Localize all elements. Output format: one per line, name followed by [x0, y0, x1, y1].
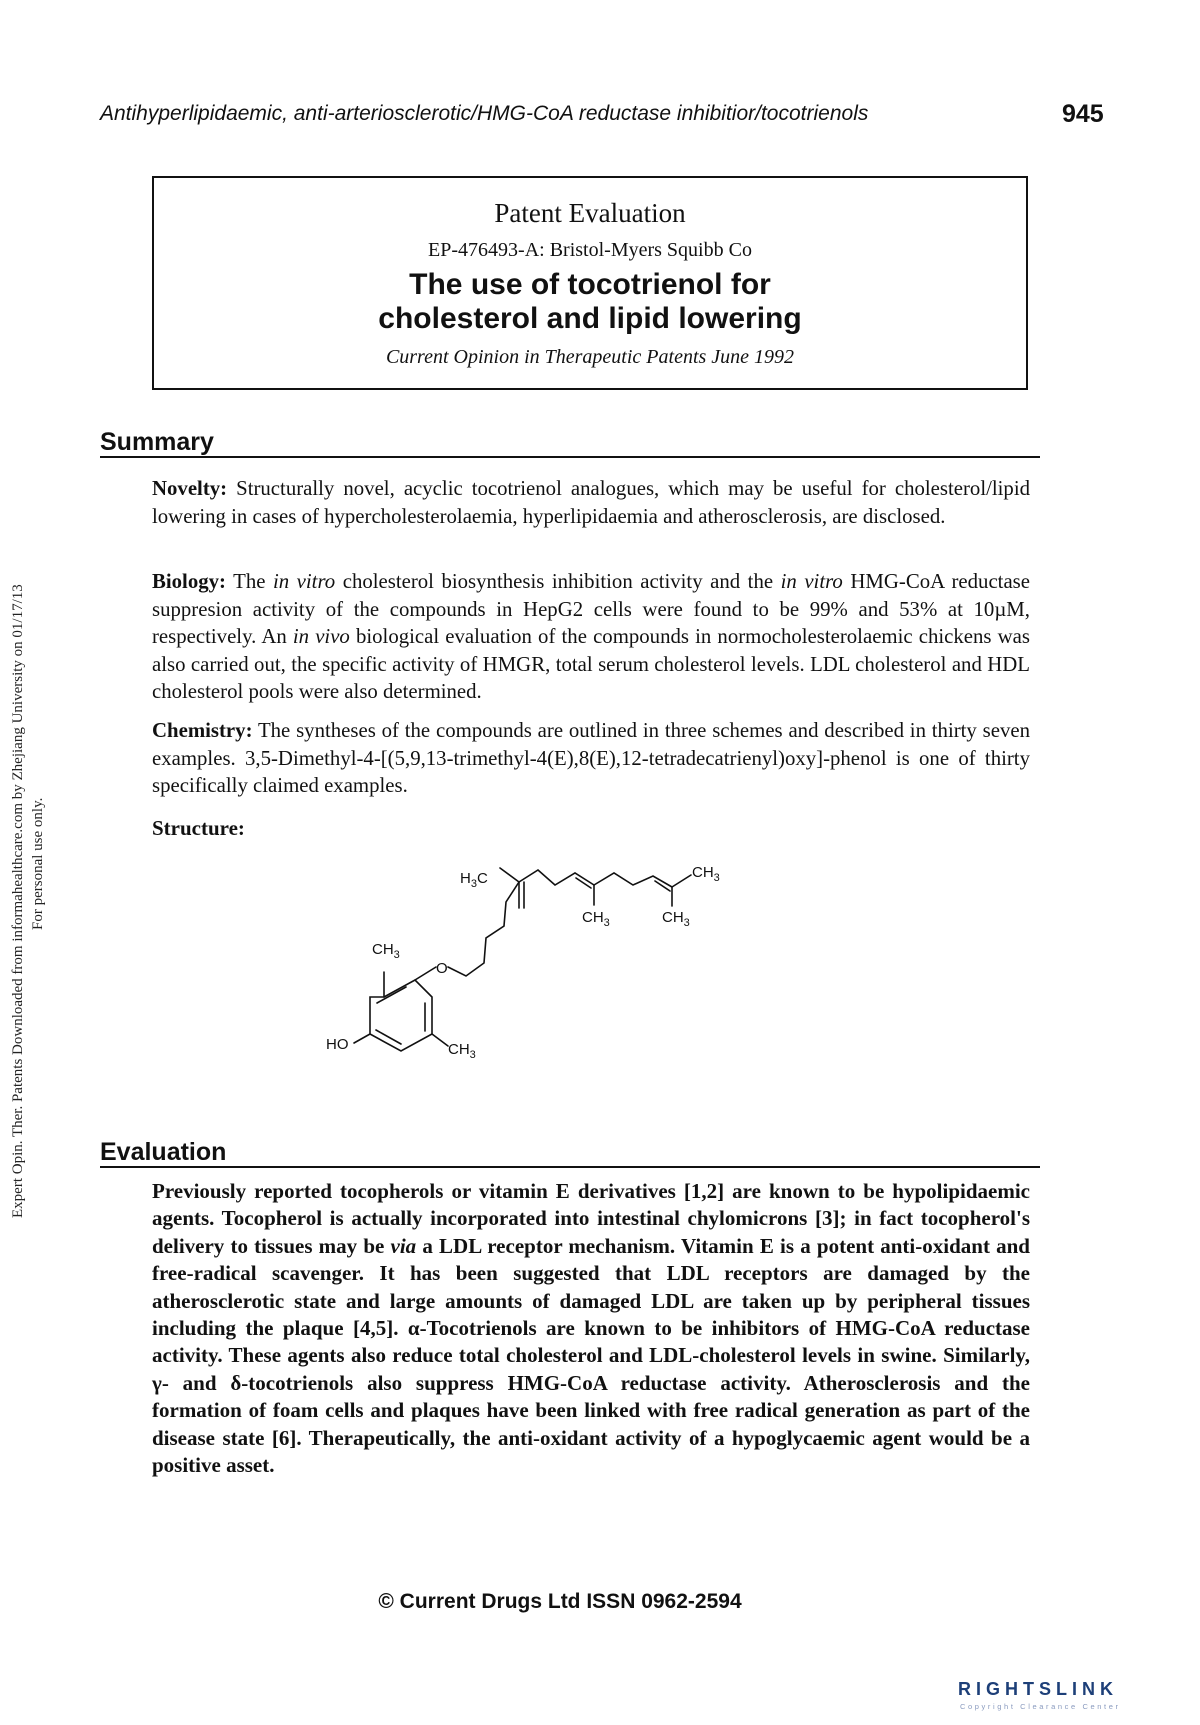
- methyl-bond-1: [500, 868, 519, 882]
- tocotrienyl-chain-lower: [448, 882, 519, 976]
- ring-double-bond-3: [376, 1030, 401, 1044]
- download-notice-line1: Expert Opin. Ther. Patents Downloaded from informahealthcare.com by Zhejiang University on 01/17/13: [10, 584, 26, 1218]
- evaluation-text-2: a LDL receptor mechanism. Vitamin E is a potent anti-oxidant and free-radical scavenger. It has been suggested that LDL receptors are damaged by the atherosclerotic state and large amounts of damaged LDL are taken up by peripheral tissues including the plaque [4,5]. α-Tocotrienols are known to be inhibitors of HMG-CoA reductase activity. These agents also reduce total cholesterol and LDL-cholesterol levels in swine. Similarly, γ- and δ-tocotrienols also suppress HMG-CoA reductase activity. Atherosclerosis and the formation of foam cells and plaques have been linked with free radical generation as part of the disease state [6]. Therapeutically, the anti-oxidant activity of a hypoglycaemic agent would be a positive asset.: [152, 1233, 1030, 1478]
- patent-evaluation-box: [152, 176, 1028, 390]
- evaluation-text-1: Previously reported tocopherols or vitamin E derivatives [1,2] are known to be hypolipidaemic agents. Tocopherol is actually incorporated into intestinal chylomicrons [3]; in fact tocopherol's delivery to tissues may be: [152, 1179, 1030, 1258]
- article-title: [154, 268, 1026, 336]
- biology-text-4: biological evaluation of the compounds in normocholesterolaemic chickens was also carried out, the specific activity of HMGR, total serum cholesterol levels. LDL cholesterol and HDL cholesterol pools were also determined.: [152, 625, 1030, 703]
- biology-label: Biology:: [152, 570, 226, 593]
- ring-methyl-bond-bottom: [432, 1034, 448, 1046]
- evaluation-paragraph: [152, 1178, 1030, 1479]
- running-title: Antihyperlipidaemic, anti-arteriosclerotic/HMG-CoA reductase inhibitior/tocotrienols: [100, 102, 869, 125]
- page-number: 945: [1062, 100, 1104, 128]
- chemical-structure-diagram: [310, 850, 830, 1060]
- article-title-line2: cholesterol and lipid lowering: [378, 302, 802, 335]
- label-h3c: $H_3C$: [460, 870, 488, 890]
- label-ch3-terminal: $CH_3$: [692, 864, 720, 884]
- novelty-label: Novelty:: [152, 477, 228, 500]
- hydroxyl-bond: [354, 1034, 370, 1043]
- rightslink-logo[interactable]: [958, 1676, 1178, 1716]
- download-notice-line2: For personal use only.: [30, 797, 46, 930]
- ring-double-bond-1: [377, 987, 406, 1003]
- copyright-footer: © Current Drugs Ltd ISSN 0962-2594: [378, 1590, 742, 1613]
- double-bond-3: [655, 881, 670, 891]
- biology-text-3: HMG-CoA reductase suppresion activity of the compounds in HepG2 cells were found to be 99% and 53% at 10µM, respectively. An: [152, 570, 1031, 648]
- label-ch3-ring-bottom: $CH_3$: [448, 1041, 476, 1060]
- patent-number: EP-476493-A: Bristol-Myers Squibb Co: [428, 239, 752, 261]
- biology-italic-2: in vitro: [780, 570, 843, 593]
- box-heading: Patent Evaluation: [494, 198, 686, 228]
- summary-heading: Summary: [100, 428, 214, 456]
- chemistry-label: Chemistry:: [152, 719, 253, 742]
- journal-source: Current Opinion in Therapeutic Patents June 1992: [385, 346, 795, 368]
- biology-paragraph: [152, 568, 1030, 706]
- biology-text-1: The: [233, 570, 273, 593]
- label-ch3-chain-1: $CH_3$: [582, 909, 610, 929]
- rightslink-tagline: Copyright Clearance Center: [960, 1702, 1121, 1711]
- rightslink-brand: RIGHTSLINK: [958, 1679, 1118, 1699]
- structure-label: Structure:: [152, 816, 245, 840]
- chemistry-paragraph: [152, 717, 1030, 800]
- biology-italic-1: in vitro: [272, 570, 336, 593]
- novelty-text: Structurally novel, acyclic tocotrienol analogues, which may be useful for cholesterol/lipid lowering in cases of hypercholesterolaemia, hyperlipidaemia and atherosclerosis, are disclosed.: [152, 477, 1031, 528]
- double-bond-2: [576, 878, 591, 888]
- ether-bond-ring: [415, 967, 436, 980]
- methyl-bond-4: [672, 875, 691, 887]
- download-notice-svg: [5, 510, 51, 1230]
- label-ch3-chain-2: $CH_3$: [662, 909, 690, 929]
- evaluation-heading: Evaluation: [100, 1138, 227, 1166]
- article-title-line1: The use of tocotrienol for: [409, 268, 771, 301]
- evaluation-rule: [100, 1166, 1040, 1168]
- summary-rule: [100, 456, 1040, 458]
- biology-italic-3: in vivo: [292, 625, 350, 648]
- download-notice: [5, 510, 51, 1230]
- novelty-paragraph: [152, 475, 1030, 530]
- biology-text-2: cholesterol biosynthesis inhibition activity and the: [335, 570, 781, 593]
- label-ch3-ring-top: $CH_3$: [372, 941, 400, 961]
- label-hydroxyl: HO: [326, 1036, 349, 1053]
- chemistry-text: The syntheses of the compounds are outlined in three schemes and described in thirty seven examples. 3,5-Dimethyl-4-[(5,9,13-trimethyl-4(E),8(E),12-tetradecatrienyl)oxy]-phenol is one of thirty specifically claimed examples.: [152, 719, 1030, 797]
- evaluation-italic-via: via: [390, 1233, 417, 1258]
- label-ether-oxygen: O: [436, 960, 448, 977]
